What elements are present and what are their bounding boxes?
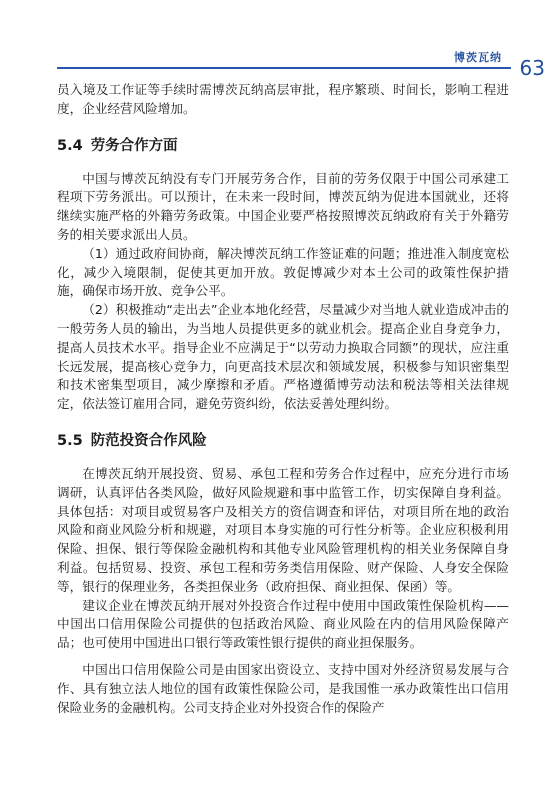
running-header-country: 博茨瓦纳 [454,51,502,64]
body-paragraph: （1）通过政府间协商，解决博茨瓦纳工作签证难的问题；推进准入制度宽松化，减少入境限制，促使其更加开放。敦促博减少对本土公司的政策性保护措施，确保市场开放、竞争公平。 [57,245,509,299]
body-paragraph: 员入境及工作证等手续时需博茨瓦纳高层审批，程序繁琐、时间长，影响工程进度，企业经营风险增加。 [57,82,509,116]
section-title: 劳务合作方面 [90,137,178,154]
body-paragraph: 中国出口信用保险公司是由国家出资设立、支持中国对外经济贸易发展与合作、具有独立法人地位的国有政策性保险公司，是我国惟一承办政策性出口信用保险业务的金融机构。公司支持企业对外投资合作的保险产 [57,661,509,715]
section-heading-5-5 [57,431,509,451]
body-paragraph: 中国与博茨瓦纳没有专门开展劳务合作，目前的劳务仅限于中国公司承建工程项下劳务派出。可以预计，在未来一段时间，博茨瓦纳为促进本国就业，还将继续实施严格的外籍劳务政策。中国企业要严格按照博茨瓦纳政府有关于外籍劳务的相关要求派出人员。 [57,170,509,242]
header-rule [57,67,511,69]
page-header [0,0,559,80]
body-paragraph: （2）积极推动“走出去”企业本地化经营，尽量减少对当地人就业造成冲击的一般劳务人员的输出，为当地人员提供更多的就业机会。提高企业自身竞争力，提高人员技术水平。指导企业不应满足于“以劳动力换取合同额”的现状，应注重长远发展，提高核心竞争力，向更高技术层次和领域发展，积极参与知识密集型和技术密集型项目，减少摩擦和矛盾。严格遵循博劳动法和税法等相关法律规定，依法签订雇用合同，避免劳资纠纷，依法妥善处理纠纷。 [57,302,509,412]
section-number: 5.5 [57,432,83,449]
page-body [57,81,509,717]
section-title: 防范投资合作风险 [90,432,207,449]
page-number: 63 [519,56,545,80]
body-paragraph: 建议企业在博茨瓦纳开展对外投资合作过程中使用中国政策性保险机构——中国出口信用保险公司提供的包括政治风险、商业风险在内的信用风险保障产品；也可使用中国进出口银行等政策性银行提供的商业担保服务。 [57,597,509,651]
section-number: 5.4 [57,137,83,154]
section-heading-5-4 [57,136,509,156]
body-paragraph: 在博茨瓦纳开展投资、贸易、承包工程和劳务合作过程中，应充分进行市场调研，认真评估各类风险，做好风险规避和事中监管工作，切实保障自身利益。具体包括：对项目或贸易客户及相关方的资信调查和评估，对项目所在地的政治风险和商业风险分析和规避，对项目本身实施的可行性分析等。企业应积极利用保险、担保、银行等保险金融机构和其他专业风险管理机构的相关业务保障自身利益。包括贸易、投资、承包工程和劳务类信用保险、财产保险、人身安全保险等，银行的保理业务，各类担保业务（政府担保、商业担保、保函）等。 [57,465,509,594]
